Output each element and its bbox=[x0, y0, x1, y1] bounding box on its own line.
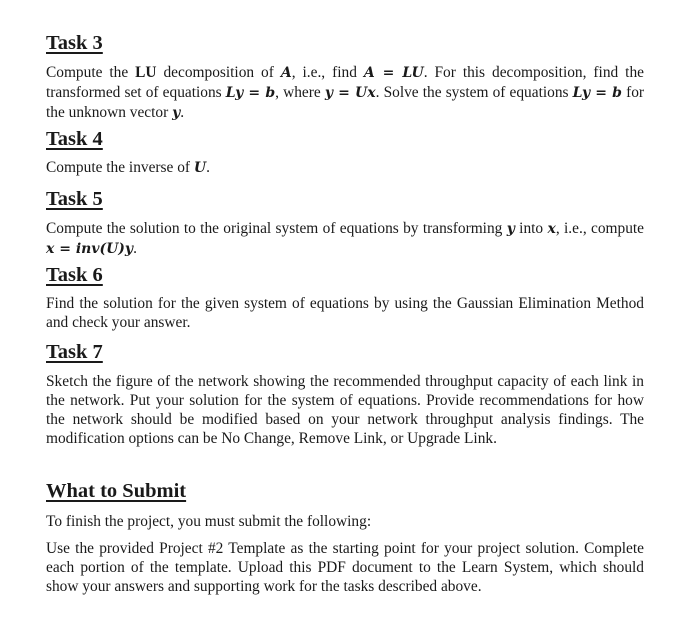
submit-paragraph: Use the provided Project #2 Template as the starting point for your project solution. Complete each portion of the template. Upload this PDF document to the Learn System, which should show your answers and supporting work for the tasks described above. bbox=[46, 540, 644, 595]
task3-paragraph bbox=[46, 63, 644, 123]
task3-text-6: . Solve the system of equations bbox=[375, 84, 573, 101]
task5-equation-x-inv-u-y: x = inv(U)y bbox=[46, 241, 134, 257]
task5-text-1: Compute the solution to the original system of equations by transforming bbox=[46, 220, 507, 237]
task3-equation-ly-b-2: Ly = b bbox=[572, 85, 622, 101]
submit-intro: To finish the project, you must submit the following: bbox=[46, 513, 372, 530]
task3-matrix-a: A bbox=[280, 65, 292, 81]
task5-heading: Task 5 bbox=[46, 188, 103, 210]
task7-paragraph: Sketch the figure of the network showing the recommended throughput capacity of each link in the network. Put your solution for the system of equations. Provide recommendations for how the network should be modified based on your network throughput analysis findings. The modification options can be No Change, Remove Link, or Upgrade Link. bbox=[46, 373, 644, 447]
task3-text-5: , where bbox=[275, 84, 325, 101]
task4-matrix-u: U bbox=[193, 160, 207, 176]
task5-text-4: . bbox=[133, 240, 137, 257]
task4-text-2: . bbox=[206, 159, 210, 176]
task3-lu-term: LU bbox=[135, 64, 157, 81]
task3-text-4: . For this decomposition, find the transformed set of equations bbox=[46, 64, 644, 101]
task4-paragraph bbox=[46, 158, 644, 178]
task3-vector-y: y bbox=[172, 105, 181, 121]
task3-heading: Task 3 bbox=[46, 32, 103, 54]
task5-paragraph bbox=[46, 219, 644, 259]
task3-text-3: , i.e., find bbox=[291, 64, 364, 81]
task6-heading: Task 6 bbox=[46, 264, 103, 286]
task3-text-2: decomposition of bbox=[156, 64, 281, 81]
task3-text-8: . bbox=[180, 104, 185, 121]
task5-text-3: , i.e., compute bbox=[555, 220, 645, 237]
task5-vector-x: x bbox=[547, 221, 556, 237]
task3-equation-a-lu: A = LU bbox=[363, 65, 424, 81]
task3-text-1: Compute the bbox=[46, 64, 136, 81]
task3-text-7: for the unknown vector bbox=[46, 84, 645, 121]
task4-text-1: Compute the inverse of bbox=[46, 159, 194, 176]
what-to-submit-heading: What to Submit bbox=[46, 480, 187, 502]
task4-heading: Task 4 bbox=[46, 128, 103, 150]
task6-paragraph: Find the solution for the given system of equations by using the Gaussian Elimination Method and check your answer. bbox=[46, 295, 644, 331]
task5-vector-y: y bbox=[506, 221, 515, 237]
task3-equation-y-ux: y = Ux bbox=[324, 85, 376, 101]
task3-equation-ly-b: Ly = b bbox=[225, 85, 276, 101]
task5-text-2: into bbox=[514, 220, 548, 237]
task7-heading: Task 7 bbox=[46, 341, 103, 363]
